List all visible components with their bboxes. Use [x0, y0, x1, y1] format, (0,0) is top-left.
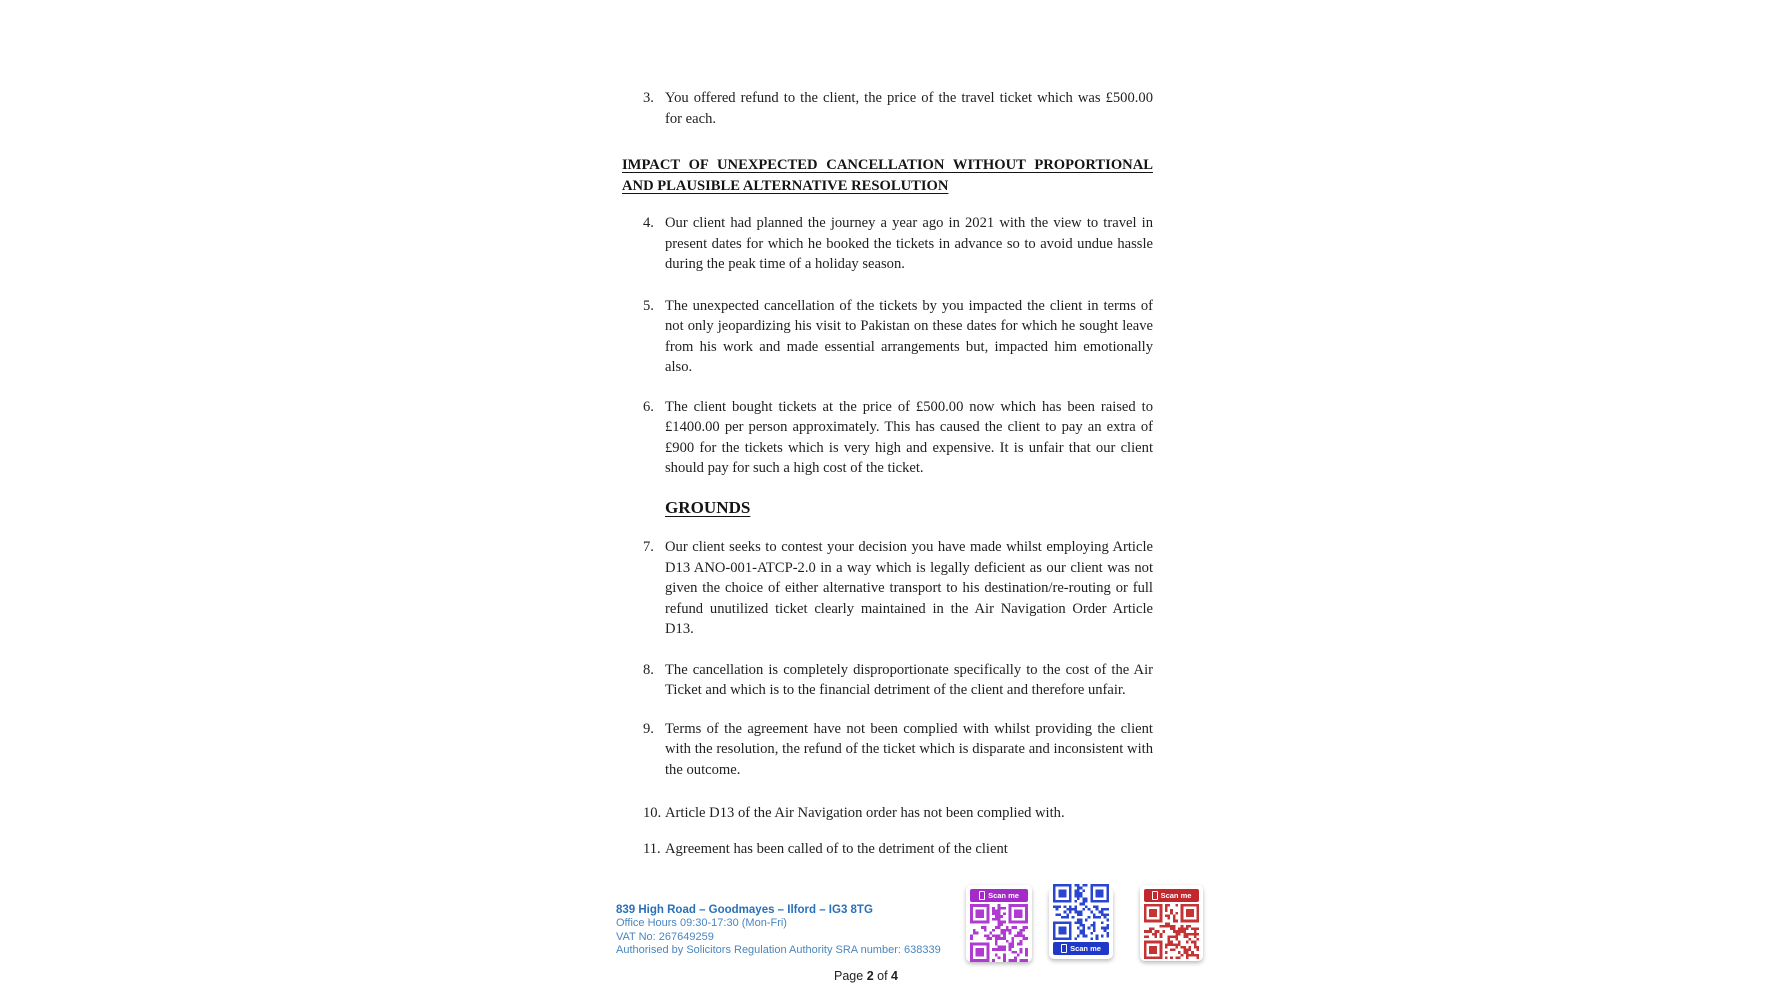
list-item	[622, 213, 1153, 275]
list-number: 8.	[643, 661, 654, 678]
page-current: 2	[866, 969, 874, 983]
qr-code-card-blue	[1049, 888, 1113, 959]
qr-pattern	[1053, 884, 1109, 940]
qr-code-card-purple	[966, 885, 1032, 962]
letter-body	[622, 88, 1153, 859]
qr-banner-label: Scan me	[1070, 944, 1101, 953]
list-item-text: Terms of the agreement have not been complied with whilst providing the client with the resolution, the refund of the ticket which is disparate and inconsistent with the outcome.	[665, 720, 1153, 778]
page-total: 4	[891, 969, 898, 983]
qr-code-card-red	[1140, 885, 1203, 961]
footer-office-hours: Office Hours 09:30-17:30 (Mon-Fri)	[616, 917, 787, 930]
qr-pattern	[970, 904, 1028, 962]
list-number: 7.	[643, 539, 654, 555]
list-item	[622, 296, 1153, 378]
footer-vat-number: VAT No: 267649259	[616, 930, 714, 943]
list-item-text: The cancellation is completely disproportionate specifically to the cost of the Air Ticket and which is to the financial detriment of the client and therefore unfair.	[665, 661, 1153, 698]
list-number: 9.	[643, 720, 654, 737]
phone-icon	[1152, 891, 1158, 900]
qr-banner-label: Scan me	[988, 891, 1019, 900]
list-item-text: Our client seeks to contest your decision you have made whilst employing Article D13 ANO-001-ATCP-2.0 in a way which is legally deficient as our client was not given the choice of either alternative transport to his destination/re-routing or full refund unutilized ticket clearly maintained in the Air Navigation Order Article D13.	[665, 539, 1153, 637]
list-number: 5.	[643, 297, 654, 314]
list-item-text: Agreement has been called of to the detriment of the client	[665, 840, 1008, 857]
qr-pattern	[1144, 904, 1199, 959]
list-number: 4.	[643, 215, 654, 231]
page-indicator	[806, 969, 926, 983]
page-of-word: of	[877, 969, 888, 983]
phone-icon	[1061, 944, 1067, 953]
list-number: 11.	[643, 840, 661, 857]
footer-address-line: 839 High Road – Goodmayes – Ilford – IG3 8TG	[616, 904, 873, 916]
list-item	[622, 803, 1153, 824]
grounds-heading: GROUNDS	[665, 497, 751, 517]
list-item	[622, 397, 1153, 479]
list-item	[622, 839, 1153, 860]
footer-address-block	[616, 904, 941, 958]
footer-sra-authorisation: Authorised by Solicitors Regulation Authority SRA number: 638339	[616, 944, 941, 957]
list-item-text: The unexpected cancellation of the tickets by you impacted the client in terms of not only jeopardizing his visit to Pakistan on these dates for which he sought leave from his work and made essential arrangements but, impacted him emotionally also.	[665, 297, 1153, 375]
list-item	[622, 537, 1153, 640]
list-item-text: The client bought tickets at the price of £500.00 now which has been raised to £1400.00 per person approximately. This has caused the client to pay an extra of £900 for the tickets which is very high and expensive. It is unfair that our client should pay for such a high cost of the ticket.	[665, 398, 1153, 476]
list-number: 10.	[643, 805, 662, 821]
qr-banner	[1053, 942, 1109, 955]
list-item	[622, 719, 1153, 781]
list-number: 6.	[643, 398, 654, 415]
qr-banner-label: Scan me	[1160, 891, 1192, 900]
section-heading: IMPACT OF UNEXPECTED CANCELLATION WITHOUT PROPORTIONAL AND PLAUSIBLE ALTERNATIVE RESOLUTION	[622, 157, 1153, 194]
list-item	[622, 88, 1153, 129]
page-word: Page	[834, 969, 864, 983]
list-item-text: You offered refund to the client, the price of the travel ticket which was £500.00 for each.	[665, 90, 1153, 127]
phone-icon	[979, 891, 985, 900]
qr-banner	[1144, 889, 1199, 902]
list-item	[622, 660, 1153, 701]
list-item-text: Our client had planned the journey a year ago in 2021 with the view to travel in present dates for which he booked the tickets in advance so to avoid undue hassle during the peak time of a holiday season.	[665, 215, 1153, 272]
list-item-text: Article D13 of the Air Navigation order has not been complied with.	[665, 805, 1065, 821]
list-number: 3.	[643, 90, 654, 106]
qr-banner	[970, 889, 1028, 902]
